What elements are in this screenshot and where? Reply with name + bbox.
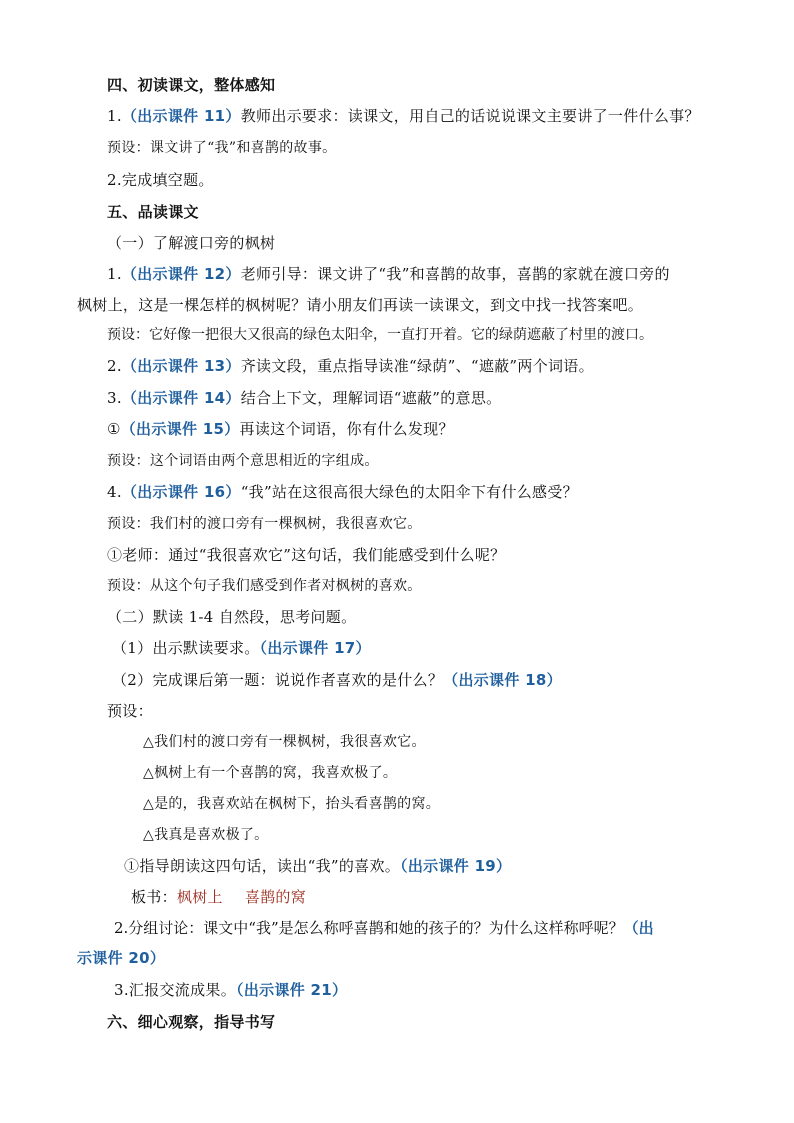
- paragraph-text: ①指导朗读这四句话，读出“我”的喜欢。: [124, 857, 401, 875]
- courseware-ref: （出示课件 15）: [120, 420, 240, 438]
- preset-answer: 预设：它好像一把很大又很高的绿色太阳伞，一直打开着。它的绿荫遮蔽了村里的渡口。: [107, 327, 653, 343]
- paragraph-text: 教师出示要求：读课文，用自己的话说说课文主要讲了一件什么事？: [240, 107, 700, 125]
- courseware-ref: （出示课件 18）: [443, 671, 562, 689]
- courseware-ref: （出示课件 16）: [121, 483, 241, 501]
- paragraph: [107, 387, 501, 409]
- paragraph-text: “我”站在这很高很大绿色的太阳伞下有什么感受？: [240, 483, 578, 501]
- item-number: 4.: [107, 483, 122, 501]
- paragraph: [107, 481, 578, 503]
- section-heading-5: 五、品读课文: [107, 203, 199, 221]
- paragraph: [124, 855, 511, 877]
- courseware-ref: （出: [623, 919, 654, 937]
- paragraph: 2.完成填空题。: [107, 171, 214, 189]
- paragraph-text: 再读这个词语，你有什么发现？: [239, 420, 454, 438]
- preset-label: 预设：: [107, 702, 153, 720]
- paragraph: [112, 669, 562, 691]
- courseware-ref: （出示课件 17）: [259, 639, 371, 657]
- courseware-ref: （出示课件 13）: [121, 357, 241, 375]
- list-item: △枫树上有一个喜鹊的窝，我喜欢极了。: [143, 765, 398, 781]
- item-number: 3.: [107, 389, 122, 407]
- paragraph-text: 3.汇报交流成果。: [114, 981, 237, 999]
- paragraph: [114, 979, 347, 1001]
- paragraph: [107, 263, 670, 285]
- preset-answer: 预设：我们村的渡口旁有一棵枫树，我很喜欢它。: [107, 516, 422, 532]
- preset-answer: 预设：从这个句子我们感受到作者对枫树的喜欢。: [107, 578, 422, 594]
- paragraph-text: 结合上下文，理解词语“遮蔽”的意思。: [240, 389, 502, 407]
- courseware-ref: （出示课件 19）: [400, 857, 512, 875]
- courseware-ref: 示课件 20）: [77, 949, 166, 967]
- list-item: △是的，我喜欢站在枫树下，抬头看喜鹊的窝。: [143, 796, 441, 812]
- paragraph: [114, 917, 654, 939]
- blackboard-label: 板书：: [131, 888, 177, 906]
- sub-heading: （二）默读 1-4 自然段，思考问题。: [107, 608, 357, 626]
- paragraph-continued: [77, 947, 165, 969]
- paragraph: ①老师：通过“我很喜欢它”这句话，我们能感受到什么呢？: [107, 546, 506, 564]
- courseware-ref: （出示课件 12）: [121, 265, 241, 283]
- list-item: △我真是喜欢极了。: [143, 827, 269, 843]
- blackboard-item: 枫树上: [176, 888, 223, 906]
- paragraph: [107, 105, 700, 127]
- preset-answer: 预设：这个词语由两个意思相近的字组成。: [107, 453, 379, 469]
- item-number: 1.: [107, 265, 122, 283]
- paragraph-text: 2.分组讨论：课文中“我”是怎么称呼喜鹊和她的孩子的？为什么这样称呼呢？: [114, 919, 624, 937]
- courseware-ref: （出示课件 11）: [121, 107, 241, 125]
- paragraph: [107, 355, 594, 377]
- paragraph-continued: 枫树上，这是一棵怎样的枫树呢？请小朋友们再读一读课文，到文中找一找答案吧。: [77, 296, 644, 314]
- paragraph-text: 老师引导：课文讲了“我”和喜鹊的故事，喜鹊的家就在渡口旁的: [240, 265, 670, 283]
- section-heading-4: 四、初读课文，整体感知: [107, 76, 276, 94]
- blackboard-notes: [131, 886, 306, 908]
- item-number: 2.: [107, 357, 122, 375]
- preset-answer: 预设：课文讲了“我”和喜鹊的故事。: [107, 140, 337, 156]
- sub-heading: （一）了解渡口旁的枫树: [107, 234, 276, 252]
- courseware-ref: （出示课件 21）: [236, 981, 348, 999]
- paragraph: [107, 418, 454, 440]
- blackboard-item: 喜鹊的窝: [244, 888, 307, 906]
- section-heading-6: 六、细心观察，指导书写: [107, 1013, 276, 1031]
- paragraph: [112, 637, 371, 659]
- list-item: △我们村的渡口旁有一棵枫树，我很喜欢它。: [143, 734, 426, 750]
- item-number: ①: [107, 420, 121, 438]
- paragraph-text: 齐读文段，重点指导读准“绿荫”、“遮蔽”两个词语。: [240, 357, 594, 375]
- paragraph-text: （1）出示默读要求。: [112, 639, 260, 657]
- paragraph-text: （2）完成课后第一题：说说作者喜欢的是什么？: [112, 671, 444, 689]
- item-number: 1.: [107, 107, 122, 125]
- courseware-ref: （出示课件 14）: [121, 389, 241, 407]
